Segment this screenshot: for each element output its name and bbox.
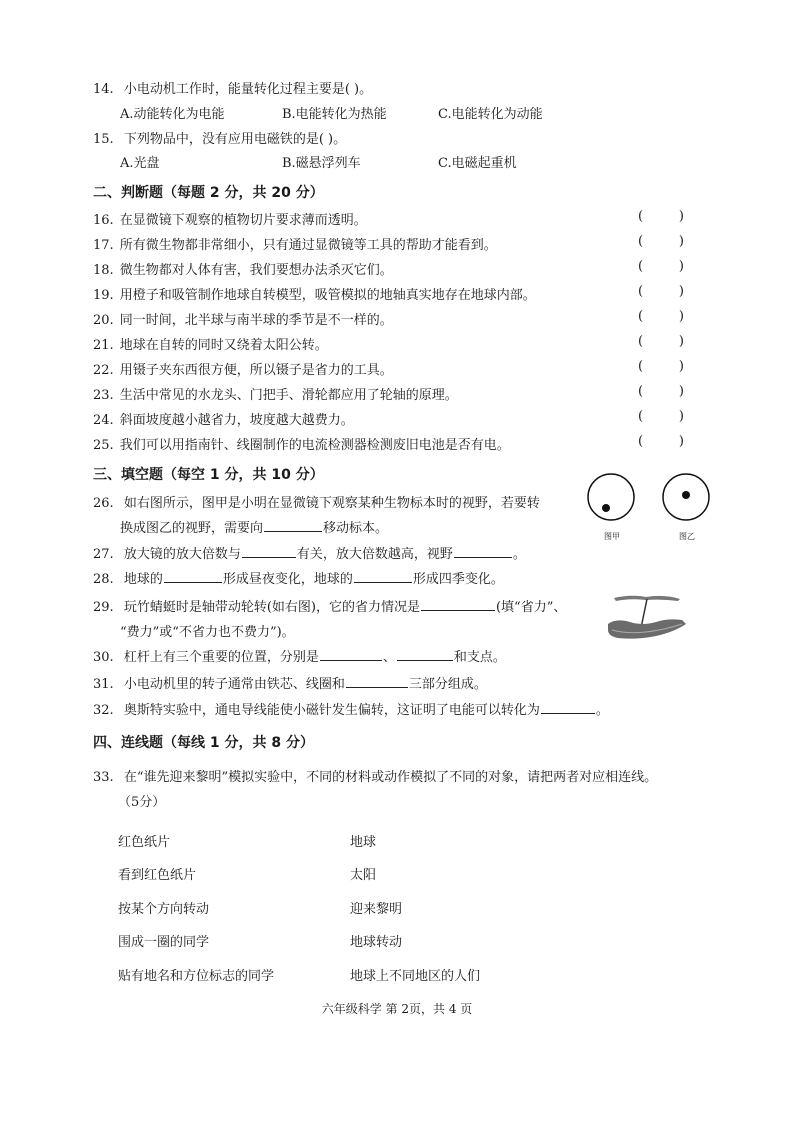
- match-left-item[interactable]: 围成一圈的同学: [118, 935, 210, 950]
- answer-blank[interactable]: [264, 518, 322, 532]
- section-title-judge: 二、判断题（每题 2 分，共 20 分）: [93, 185, 324, 201]
- question-text: 放大镜的放大倍数与: [123, 547, 241, 562]
- option-c: C.电磁起重机: [438, 156, 517, 171]
- question-15: [93, 128, 346, 147]
- answer-blank[interactable]: [354, 569, 412, 583]
- question-number: 27.: [93, 547, 114, 562]
- question-text: 。: [512, 547, 526, 562]
- judge-question-16: [93, 209, 367, 228]
- judge-question-18: [93, 259, 393, 278]
- question-26-line2: [120, 517, 388, 536]
- question-number: 32.: [93, 703, 114, 718]
- question-number: 22.: [93, 363, 114, 378]
- question-text: 奥斯特实验中，通电导线能使小磁针发生偏转，这证明了电能可以转化为: [123, 703, 540, 718]
- question-text: 我们可以用指南针、线圈制作的电流检测器检测废旧电池是否有电。: [119, 438, 510, 453]
- judge-question-23: [93, 384, 458, 403]
- answer-brackets[interactable]: [638, 259, 684, 274]
- bracket-close: ): [678, 209, 684, 224]
- question-29-line2: “费力”或“不省力也不费力”)。: [120, 625, 295, 640]
- question-27: [93, 543, 526, 562]
- bracket-close: ): [678, 359, 684, 374]
- question-number: 29.: [93, 600, 114, 615]
- question-text: 、: [382, 650, 396, 665]
- judge-question-17: [93, 234, 497, 253]
- question-text: (填“省力”、: [495, 600, 567, 615]
- question-number: 23.: [93, 388, 114, 403]
- question-number: 30.: [93, 650, 114, 665]
- question-text: 斜面坡度越小越省力，坡度越大越费力。: [119, 413, 354, 428]
- bracket-close: ): [678, 234, 684, 249]
- bracket-open: (: [638, 434, 644, 449]
- question-number: 31.: [93, 677, 114, 692]
- question-number: 16.: [93, 213, 114, 228]
- match-right-item[interactable]: 地球转动: [350, 935, 403, 950]
- question-33: [93, 766, 657, 785]
- answer-brackets[interactable]: [638, 209, 684, 224]
- option-a: A.动能转化为电能: [120, 107, 225, 122]
- question-text: 地球的: [123, 572, 163, 587]
- question-31: [93, 673, 487, 692]
- judge-question-20: [93, 309, 393, 328]
- match-right-item[interactable]: 地球上不同地区的人们: [350, 969, 481, 984]
- answer-blank[interactable]: [242, 544, 296, 558]
- answer-brackets[interactable]: [638, 334, 684, 349]
- answer-brackets[interactable]: [638, 234, 684, 249]
- question-text: 移动标本。: [323, 521, 389, 536]
- answer-blank[interactable]: [320, 647, 382, 661]
- option-c: C.电能转化为动能: [438, 107, 543, 122]
- question-text: 用橙子和吸管制作地球自转模型，吸管模拟的地轴真实地存在地球内部。: [119, 288, 536, 303]
- question-text: 在“谁先迎来黎明”模拟实验中，不同的材料或动作模拟了不同的对象，请把两者对应相连线。: [123, 770, 658, 785]
- question-text: 形成昼夜变化，地球的: [222, 572, 353, 587]
- figure-label-left: 图甲: [604, 532, 620, 541]
- bracket-open: (: [638, 234, 644, 249]
- question-number: 19.: [93, 288, 114, 303]
- question-text: 三部分组成。: [408, 677, 487, 692]
- bracket-open: (: [638, 259, 644, 274]
- bracket-close: ): [678, 259, 684, 274]
- answer-brackets[interactable]: [638, 284, 684, 299]
- question-28: [93, 568, 504, 587]
- question-score: （5分）: [118, 795, 166, 810]
- bracket-open: (: [638, 384, 644, 399]
- question-number: 18.: [93, 263, 114, 278]
- question-text: 同一时间，北半球与南半球的季节是不一样的。: [119, 313, 393, 328]
- question-30: [93, 646, 506, 665]
- judge-question-22: [93, 359, 393, 378]
- question-text: 小电动机里的转子通常由铁芯、线圈和: [123, 677, 345, 692]
- question-26: [93, 492, 540, 511]
- answer-blank[interactable]: [346, 674, 408, 688]
- question-text: 杠杆上有三个重要的位置，分别是: [123, 650, 319, 665]
- specimen-dot-right: [682, 491, 690, 499]
- bracket-close: ): [678, 284, 684, 299]
- bracket-open: (: [638, 309, 644, 324]
- option-b: B.电能转化为热能: [282, 107, 387, 122]
- match-left-item[interactable]: 按某个方向转动: [118, 902, 210, 917]
- bracket-close: ): [678, 409, 684, 424]
- question-29: [93, 596, 566, 615]
- question-text: 下列物品中，没有应用电磁铁的是( )。: [123, 132, 347, 147]
- match-left-item[interactable]: 看到红色纸片: [118, 868, 197, 883]
- answer-blank[interactable]: [164, 569, 222, 583]
- question-text: 微生物都对人体有害，我们要想办法杀灭它们。: [119, 263, 393, 278]
- question-text: 。: [595, 703, 609, 718]
- section-title-matching: 四、连线题（每线 1 分，共 8 分）: [93, 735, 314, 751]
- judge-question-19: [93, 284, 536, 303]
- judge-question-24: [93, 409, 354, 428]
- bracket-open: (: [638, 334, 644, 349]
- question-number: 33.: [93, 770, 114, 785]
- bracket-close: ): [678, 334, 684, 349]
- answer-brackets[interactable]: [638, 359, 684, 374]
- answer-blank[interactable]: [397, 647, 453, 661]
- figure-label-right: 图乙: [679, 532, 695, 541]
- specimen-dot-left: [602, 504, 610, 512]
- answer-blank[interactable]: [541, 700, 595, 714]
- question-text: 有关，放大倍数越高，视野: [296, 547, 453, 562]
- question-number: 21.: [93, 338, 114, 353]
- question-text: 如右图所示，图甲是小明在显微镜下观察某种生物标本时的视野，若要转: [123, 496, 540, 511]
- section-title-fill: 三、填空题（每空 1 分，共 10 分）: [93, 467, 324, 483]
- answer-brackets[interactable]: [638, 309, 684, 324]
- judge-question-21: [93, 334, 328, 353]
- question-text: 玩竹蜻蜓时是轴带动轮转(如右图)，它的省力情况是: [123, 600, 420, 615]
- match-left-item[interactable]: 贴有地名和方位标志的同学: [118, 969, 275, 984]
- answer-brackets[interactable]: [638, 384, 684, 399]
- question-number: 26.: [93, 496, 114, 511]
- judge-question-25: [93, 434, 510, 453]
- option-b: B.磁悬浮列车: [282, 156, 361, 171]
- bracket-open: (: [638, 409, 644, 424]
- match-right-item[interactable]: 迎来黎明: [350, 902, 403, 917]
- question-number: 15.: [93, 132, 114, 147]
- question-text: 形成四季变化。: [412, 572, 504, 587]
- dragonfly-stick: [641, 599, 647, 628]
- answer-blank[interactable]: [421, 597, 495, 611]
- microscope-view-figure: [585, 470, 720, 532]
- bracket-close: ): [678, 309, 684, 324]
- page-footer: 六年级科学 第 2页，共 4 页: [321, 1002, 473, 1016]
- question-number: 24.: [93, 413, 114, 428]
- match-right-item[interactable]: 地球: [350, 835, 377, 850]
- bracket-open: (: [638, 209, 644, 224]
- view-circle-left: [588, 474, 634, 520]
- answer-brackets[interactable]: [638, 409, 684, 424]
- bamboo-dragonfly-figure: [606, 592, 688, 642]
- question-14: [93, 78, 372, 97]
- answer-blank[interactable]: [454, 544, 512, 558]
- hands-shape: [608, 619, 686, 638]
- question-text: 生活中常见的水龙头、门把手、滑轮都应用了轮轴的原理。: [119, 388, 458, 403]
- match-right-item[interactable]: 太阳: [350, 868, 377, 883]
- question-text: 在显微镜下观察的植物切片要求薄而透明。: [119, 213, 367, 228]
- answer-brackets[interactable]: [638, 434, 684, 449]
- bracket-close: ): [678, 434, 684, 449]
- question-text: 地球在自转的同时又绕着太阳公转。: [119, 338, 328, 353]
- question-text: 小电动机工作时，能量转化过程主要是( )。: [123, 82, 373, 97]
- question-number: 28.: [93, 572, 114, 587]
- question-number: 17.: [93, 238, 114, 253]
- question-number: 14.: [93, 82, 114, 97]
- question-number: 25.: [93, 438, 114, 453]
- question-text: 用镊子夹东西很方便，所以镊子是省力的工具。: [119, 363, 393, 378]
- question-text: 所有微生物都非常细小，只有通过显微镜等工具的帮助才能看到。: [119, 238, 497, 253]
- question-text: 换成图乙的视野，需要向: [120, 521, 264, 536]
- question-text: 和支点。: [453, 650, 506, 665]
- bracket-open: (: [638, 284, 644, 299]
- option-a: A.光盘: [120, 156, 160, 171]
- bracket-open: (: [638, 359, 644, 374]
- match-left-item[interactable]: 红色纸片: [118, 835, 171, 850]
- bracket-close: ): [678, 384, 684, 399]
- question-32: [93, 699, 609, 718]
- question-number: 20.: [93, 313, 114, 328]
